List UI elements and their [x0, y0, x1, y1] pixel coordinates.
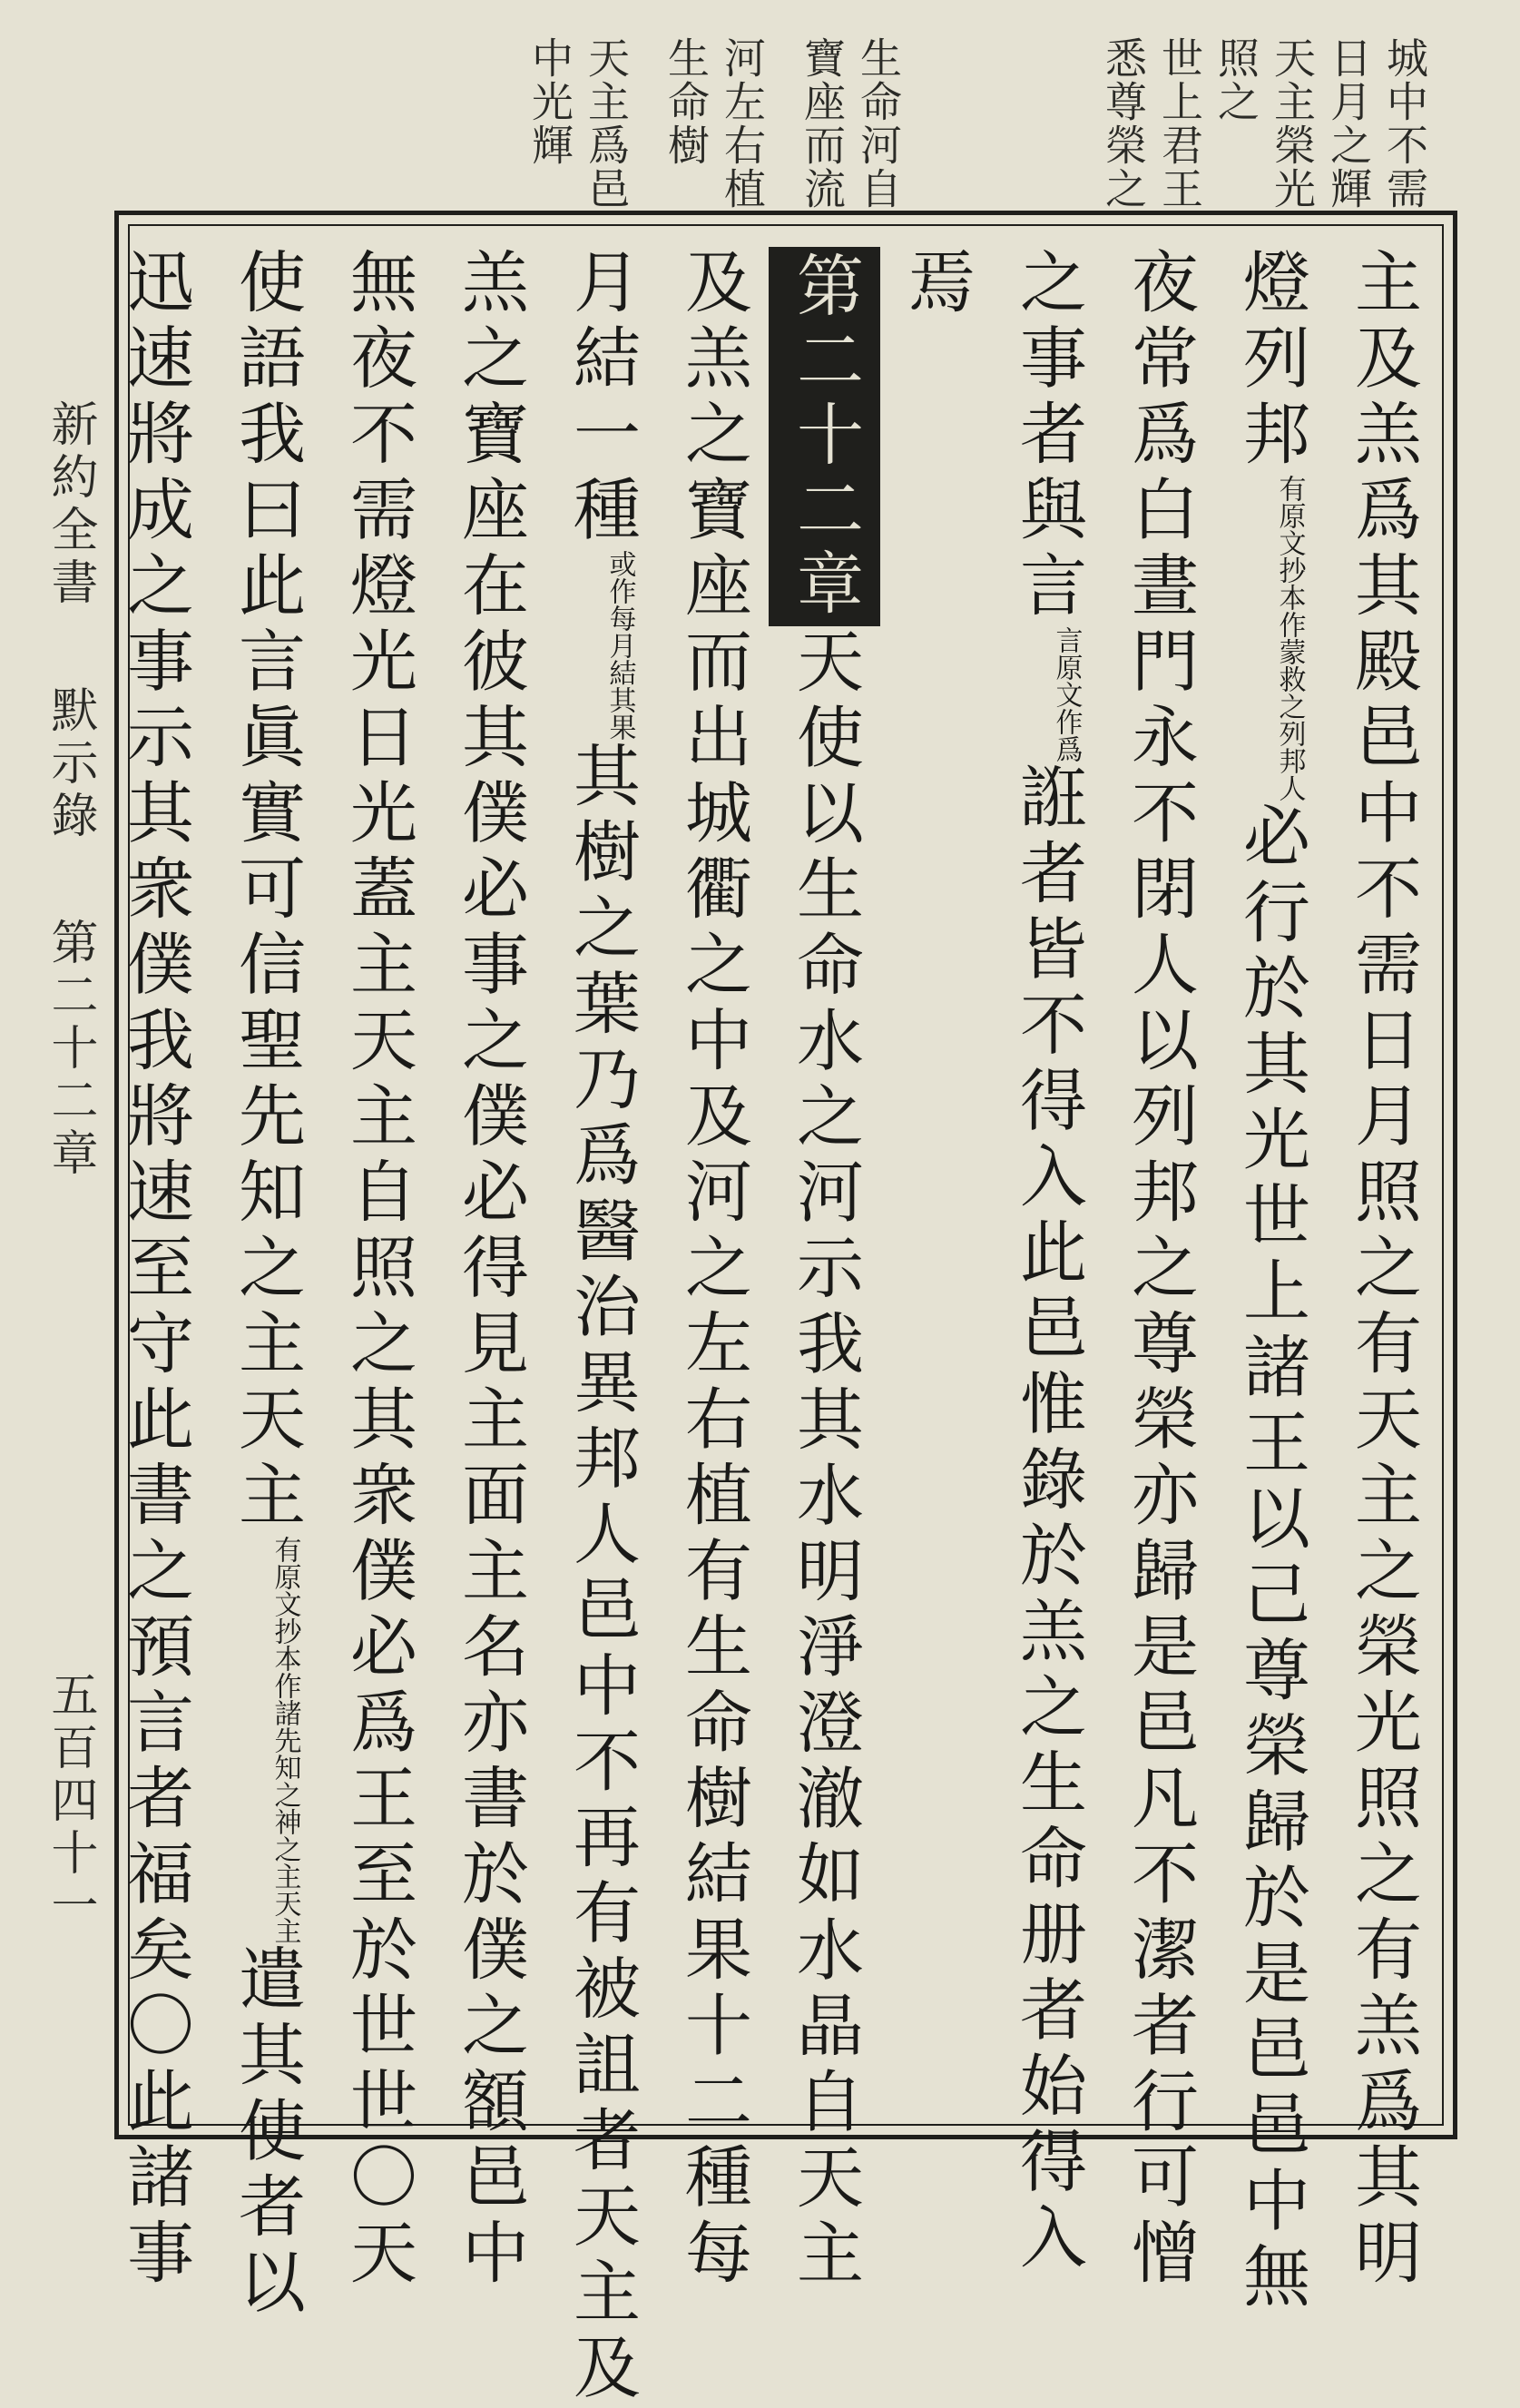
text-column-2 — [1215, 247, 1327, 2317]
margin-note: 悉尊榮之 — [1099, 36, 1148, 211]
column-text: 及羔之寶座而出城衢之中及河之左右植有生命樹結果十二種每 — [674, 247, 752, 2294]
text-column-9 — [434, 247, 545, 2294]
margin-note: 寶座而流 — [798, 36, 847, 211]
chapter-heading: 第二十二章 — [769, 247, 880, 626]
margin-note: 生命樹 — [662, 36, 711, 167]
margin-note: 城中不需 — [1380, 36, 1429, 211]
text-column-8 — [545, 247, 657, 2408]
margin-note: 生命河自 — [854, 36, 903, 211]
column-text: 月結一種 — [563, 247, 641, 550]
margin-notes-left — [431, 36, 903, 211]
book-name: 默示錄 — [43, 684, 97, 843]
margin-note: 天主榮光 — [1268, 36, 1317, 211]
column-text: 夜常爲白晝門永不閉人以列邦之尊榮亦歸是邑凡不潔者行可憎 — [1121, 247, 1199, 2294]
text-column-6 — [769, 247, 880, 2294]
column-text-rest: 遣其使者以 — [228, 1943, 306, 2323]
column-text: 使語我曰此言眞實可信聖先知之主天主 — [228, 247, 306, 1536]
inline-annotation: 有原文抄本作蒙救之列邦人 — [1273, 474, 1306, 801]
chapter-label: 第二十二章 — [43, 918, 97, 1182]
book-title: 新約全書 — [43, 399, 97, 610]
margin-note: 中光輝 — [525, 36, 574, 167]
column-text-rest: 其樹之葉乃爲醫治異邦人邑中不再有被詛者天主及 — [563, 741, 641, 2408]
column-text: 羔之寶座在彼其僕必事之僕必得見主面主名亦書於僕之額邑中 — [451, 247, 529, 2294]
column-text: 天使以生命水之河示我其水明淨澄澈如水晶自天主 — [786, 626, 864, 2294]
margin-note: 天主爲邑 — [582, 36, 631, 211]
margin-note: 世上君王 — [1155, 36, 1204, 211]
column-text: 燈列邦 — [1232, 247, 1310, 475]
text-column-4 — [992, 247, 1103, 2278]
column-text: 主及羔爲其殿邑中不需日月照之有天主之榮光照之有羔爲其明 — [1344, 247, 1422, 2294]
text-column-3 — [1103, 247, 1215, 2294]
column-text: 迅速將成之事示其衆僕我將速至守此書之預言者福矣〇此諸事 — [116, 247, 194, 2294]
margin-note: 照之 — [1211, 36, 1260, 123]
inline-annotation: 或作每月結其果 — [603, 550, 636, 741]
column-text-rest: 誑者皆不得入此邑惟錄於羔之生命册者始得入 — [1009, 762, 1087, 2278]
text-column-10 — [322, 247, 434, 2294]
margin-note: 河左右植 — [718, 36, 767, 211]
body-text — [116, 247, 1438, 2408]
text-column-7 — [657, 247, 769, 2294]
column-text: 無夜不需燈光日光蓋主天主自照之其衆僕必爲王至於世世〇天 — [339, 247, 417, 2294]
margin-note: 日月之輝 — [1324, 36, 1373, 211]
column-text-rest: 必行於其光世上諸王以己尊榮歸於是邑邑中無 — [1232, 801, 1310, 2317]
column-text: 焉 — [897, 247, 976, 323]
margin-note-group — [662, 36, 767, 211]
text-column-1 — [1327, 247, 1438, 2294]
margin-note-group — [798, 36, 903, 211]
text-column-5 — [880, 247, 992, 2117]
column-text: 之事者與言 — [1009, 247, 1087, 626]
margin-notes-right — [1099, 36, 1429, 211]
inline-annotation: 言原文作爲 — [1050, 625, 1083, 762]
text-column-12 — [99, 247, 211, 2294]
running-header — [36, 399, 104, 1543]
inline-annotation: 有原文抄本作諸先知之神之主天主 — [269, 1535, 301, 1944]
page-number: 五百四十一 — [43, 1670, 97, 1933]
text-column-11 — [211, 247, 322, 2323]
margin-note-group — [525, 36, 631, 211]
